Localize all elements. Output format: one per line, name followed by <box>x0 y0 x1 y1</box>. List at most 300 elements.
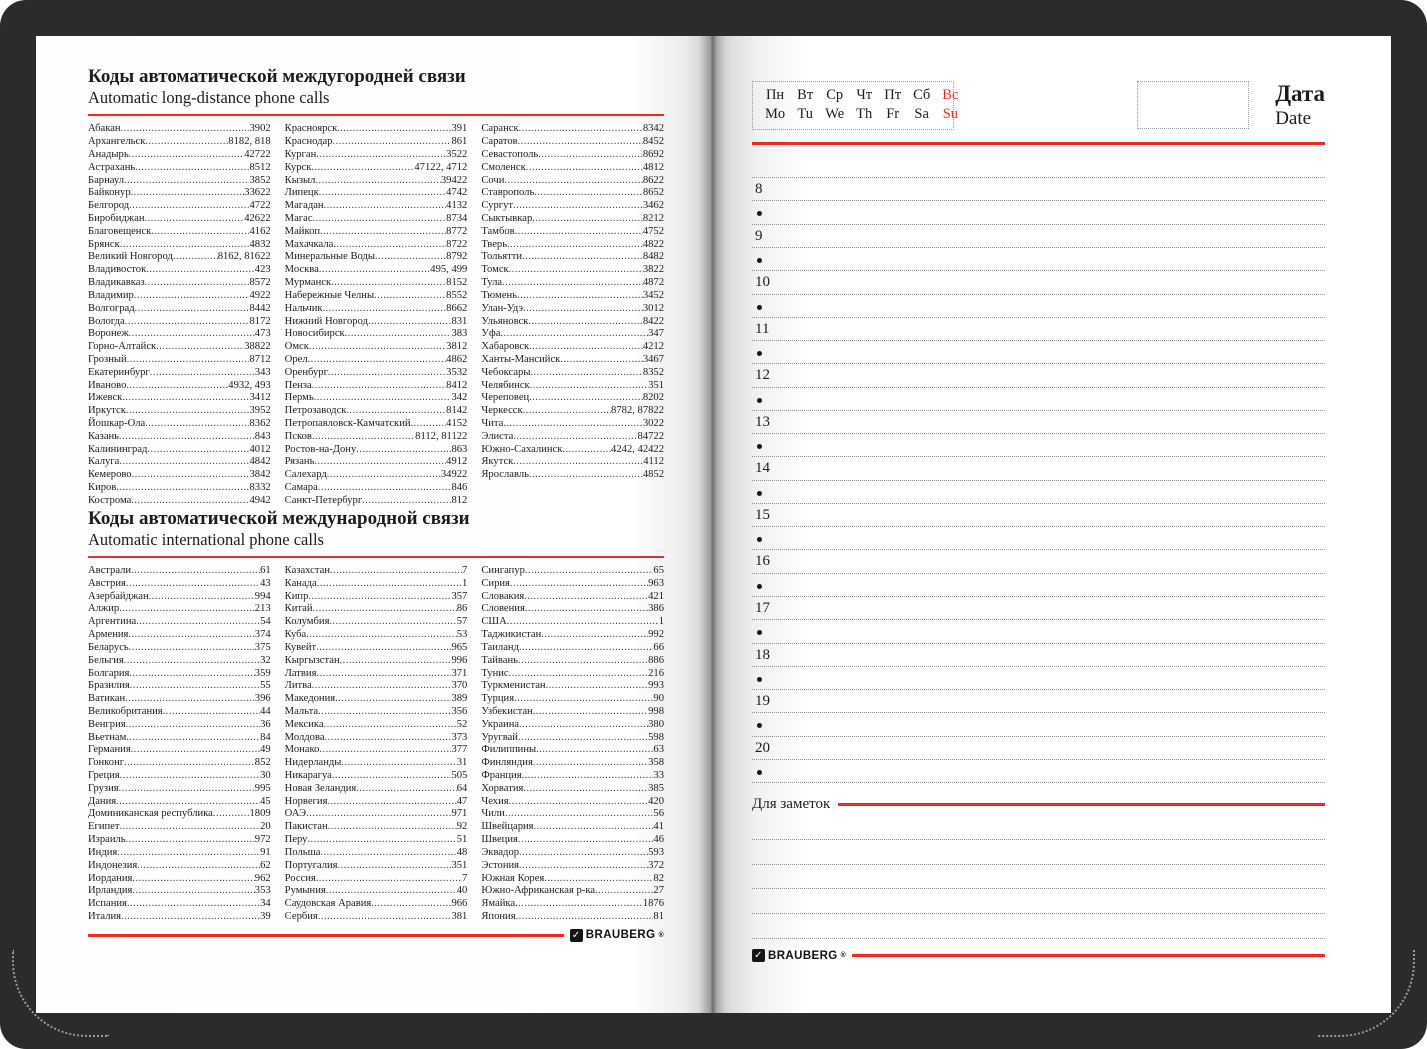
phone-code: 3412 <box>249 392 271 404</box>
phone-code: 8422 <box>642 315 665 327</box>
dot-leader <box>314 392 452 405</box>
place-name: ОАЭ <box>284 808 307 820</box>
phone-code-entry <box>285 655 468 668</box>
phone-code-entry <box>285 796 468 809</box>
phone-code: 963 <box>648 577 665 589</box>
phone-code-entry <box>481 200 664 213</box>
bullet-dot <box>757 630 762 635</box>
phone-code: 48 <box>456 846 468 858</box>
dot-leader <box>533 706 648 719</box>
phone-code: 356 <box>451 705 468 717</box>
dot-leader <box>327 796 456 809</box>
dot-leader <box>119 603 255 616</box>
notes-rule <box>838 803 1325 806</box>
place-name: Петрозаводск <box>284 405 347 417</box>
place-name: Кострома <box>88 494 132 506</box>
phone-code: 3452 <box>642 289 665 301</box>
half-hour-row <box>752 341 1325 364</box>
dot-leader <box>119 456 249 469</box>
phone-code-entry <box>88 565 271 578</box>
phone-code-entry <box>88 783 271 796</box>
phone-code: 4922 <box>249 289 271 301</box>
dot-leader <box>124 757 255 770</box>
registered-mark: ® <box>840 952 847 960</box>
hour-row <box>752 318 1325 341</box>
dot-leader <box>503 418 642 431</box>
phone-code-entry <box>481 367 664 380</box>
phone-code: 3812 <box>446 341 468 353</box>
phone-code: 82 <box>653 872 665 884</box>
phone-code: 8212 <box>642 213 665 224</box>
phone-code-entry <box>285 757 468 770</box>
phone-code: 4752 <box>642 225 665 237</box>
phone-code: 812 <box>451 494 468 506</box>
place-name: Австрия <box>88 577 126 589</box>
phone-code: 47 <box>456 795 468 807</box>
place-name: Сыктывкар <box>481 213 533 224</box>
phone-code: 8202 <box>642 392 665 404</box>
international-codes-list <box>88 565 664 924</box>
phone-code: 8482 <box>642 251 665 263</box>
phone-code: 56 <box>653 808 665 820</box>
place-name: Гонконг <box>88 757 125 769</box>
dot-leader <box>128 629 254 642</box>
dot-leader <box>515 898 643 911</box>
dot-leader <box>146 264 255 277</box>
dot-leader <box>131 565 260 578</box>
place-name: Мальта <box>284 705 319 717</box>
place-name: Нижний Новгород <box>284 315 368 327</box>
phone-code: 8712 <box>249 353 271 365</box>
place-name: Москва <box>284 264 319 276</box>
place-name: Благовещенск <box>88 225 152 237</box>
phone-code-entry <box>285 873 468 886</box>
phone-code-entry <box>481 239 664 252</box>
dot-leader <box>126 405 250 418</box>
phone-code-entry <box>481 693 664 706</box>
place-name: Чита <box>481 418 504 429</box>
weekday-ru-5: Пт <box>884 87 902 103</box>
phone-code-entry <box>285 834 468 847</box>
notes-line <box>752 815 1325 840</box>
phone-code-entry <box>481 136 664 149</box>
phone-code: 20 <box>260 821 271 833</box>
place-name: Южно-Сахалинск <box>481 443 563 455</box>
dot-leader <box>126 578 260 591</box>
hour-label: 15 <box>755 506 770 523</box>
phone-code: 216 <box>648 667 665 679</box>
phone-code-entry <box>88 405 271 418</box>
phone-code-entry <box>88 757 271 770</box>
weekday-ru-4: Чт <box>856 87 873 103</box>
phone-code-entry <box>481 418 664 431</box>
phone-code-entry <box>481 885 664 898</box>
dot-leader <box>560 354 643 367</box>
phone-code-entry <box>88 354 271 367</box>
phone-code: 33 <box>653 770 665 781</box>
day-date-header <box>752 81 1325 130</box>
place-name: Набережные Челны <box>284 289 375 301</box>
phone-code-entry <box>481 328 664 341</box>
phone-code: 495, 499 <box>430 264 468 276</box>
phone-code: 42722 <box>244 148 271 160</box>
half-hour-row <box>752 295 1325 318</box>
dot-leader <box>318 482 452 495</box>
place-name: Анадырь <box>88 148 129 160</box>
dot-leader <box>519 123 643 136</box>
phone-code-entry <box>481 187 664 200</box>
place-name: Куба <box>284 629 307 641</box>
phone-code: 386 <box>648 603 665 615</box>
phone-code: 8412 <box>446 379 468 391</box>
phone-code: 8152 <box>446 277 468 289</box>
phone-code-entry <box>88 770 271 783</box>
phone-code: 371 <box>451 667 468 679</box>
place-name: Финляндия <box>481 757 533 769</box>
dot-leader <box>316 642 451 655</box>
phone-code-entry <box>88 834 271 847</box>
phone-code: 8162, 81622 <box>217 251 271 263</box>
place-name: Польша <box>284 846 321 858</box>
bullet-dot <box>757 398 762 403</box>
phone-code: 4162 <box>249 225 271 237</box>
phone-code: 8512 <box>249 161 271 173</box>
phone-code: 473 <box>254 328 271 340</box>
phone-code-entry <box>481 162 664 175</box>
phone-code-entry <box>285 341 468 354</box>
place-name: Чили <box>481 808 505 820</box>
phone-code-entry <box>481 808 664 821</box>
phone-code: 3532 <box>446 366 468 378</box>
place-name: Томск <box>481 264 509 276</box>
notes-line <box>752 840 1325 865</box>
place-name: Грозный <box>88 353 127 365</box>
place-name: Великобритания <box>88 705 163 717</box>
dot-leader <box>328 821 457 834</box>
half-hour-row <box>752 481 1325 504</box>
phone-code-entry <box>481 578 664 591</box>
phone-code-entry <box>285 149 468 162</box>
phone-code-entry <box>88 136 271 149</box>
place-name: Словакия <box>481 590 525 602</box>
place-name: Словения <box>481 603 525 615</box>
phone-code-entry <box>481 821 664 834</box>
phone-code: 375 <box>254 641 271 653</box>
place-name: Кызыл <box>284 174 316 186</box>
phone-code-entry <box>481 847 664 860</box>
phone-code-entry <box>285 277 468 290</box>
hour-row <box>752 411 1325 434</box>
phone-code-entry <box>285 405 468 418</box>
place-name: Германия <box>88 744 131 756</box>
notes-lines <box>752 815 1325 939</box>
phone-code-entry <box>285 469 468 482</box>
phone-code-entry <box>285 239 468 252</box>
place-name: Китай <box>284 603 313 615</box>
phone-code-entry <box>481 911 664 924</box>
phone-code: 598 <box>648 731 665 743</box>
weekday-en-3: We <box>825 106 845 122</box>
phone-code: 34922 <box>440 469 468 481</box>
place-name: Петропавловск-Камчатский <box>284 418 411 429</box>
place-name: Филиппины <box>481 744 537 756</box>
phone-code: 90 <box>653 693 665 705</box>
phone-code: 972 <box>254 834 271 846</box>
place-name: Чебоксары <box>481 366 531 378</box>
phone-code-entry <box>481 175 664 188</box>
phone-code-entry <box>285 860 468 873</box>
phone-code: 4932, 493 <box>228 379 271 391</box>
phone-code: 4942 <box>249 494 271 506</box>
phone-code: 863 <box>451 443 468 455</box>
place-name: Израиль <box>88 834 126 846</box>
phone-code-entry <box>285 770 468 783</box>
dot-leader <box>323 303 447 316</box>
dot-leader <box>173 251 218 264</box>
phone-code-entry <box>285 495 468 508</box>
place-name: Перу <box>284 834 308 846</box>
dot-leader <box>119 431 255 444</box>
dot-leader <box>525 603 648 616</box>
phone-code: 8142 <box>446 405 468 417</box>
date-label-ru: Дата <box>1275 81 1325 106</box>
dot-leader <box>327 469 441 482</box>
phone-code: 861 <box>451 136 468 148</box>
phone-code-entry <box>88 668 271 681</box>
phone-code-entry <box>481 706 664 719</box>
phone-code: 8362 <box>249 418 271 429</box>
phone-code-entry <box>88 200 271 213</box>
date-labels <box>1275 81 1325 130</box>
dot-leader <box>131 744 260 757</box>
dot-leader <box>513 431 637 444</box>
dot-leader <box>538 149 643 162</box>
place-name: Греция <box>88 770 120 781</box>
place-name: Хабаровск <box>481 341 530 353</box>
dot-leader <box>129 328 255 341</box>
dot-leader <box>127 354 250 367</box>
phone-code-entry <box>481 316 664 329</box>
phone-code: 4242, 42422 <box>611 443 665 455</box>
place-name: Эстония <box>481 859 520 871</box>
dot-leader <box>518 655 648 668</box>
phone-code: 53 <box>456 629 468 641</box>
phone-code-entry <box>88 885 271 898</box>
phone-code-entry <box>285 187 468 200</box>
phone-code: 8332 <box>249 482 271 494</box>
place-name: Великий Новгород <box>88 251 173 263</box>
place-name: Киров <box>88 482 117 494</box>
phone-code: 36 <box>260 718 271 730</box>
dot-leader <box>320 847 456 860</box>
dot-leader <box>312 680 452 693</box>
place-name: Таджикистан <box>481 629 542 641</box>
phone-code: 385 <box>648 782 665 794</box>
dot-leader <box>129 642 255 655</box>
place-name: Ульяновск <box>481 315 529 327</box>
phone-code-entry <box>285 616 468 629</box>
place-name: Болгария <box>88 667 130 679</box>
dot-leader <box>163 706 260 719</box>
phone-code: 4152 <box>446 418 468 429</box>
place-name: Македония <box>284 693 336 705</box>
phone-code: 27 <box>653 885 665 897</box>
dot-leader <box>149 591 255 604</box>
place-name: Абакан <box>88 123 121 135</box>
hour-row <box>752 178 1325 201</box>
phone-code: 30 <box>260 770 271 781</box>
dot-leader <box>411 418 447 431</box>
phone-code-entry <box>481 341 664 354</box>
dot-leader <box>356 444 451 457</box>
place-name: Кувейт <box>284 641 317 653</box>
dot-leader <box>329 616 456 629</box>
phone-code-entry <box>285 719 468 732</box>
phone-code-entry <box>285 316 468 329</box>
brand-name: BRAUBERG <box>768 949 838 962</box>
phone-code: 4852 <box>642 469 665 481</box>
place-name: Саранск <box>481 123 519 135</box>
phone-code: 8572 <box>249 277 271 289</box>
phone-code-entry <box>88 303 271 316</box>
dot-leader <box>562 444 611 457</box>
place-name: Казахстан <box>284 565 331 576</box>
dot-leader <box>132 885 254 898</box>
place-name: Эквадор <box>481 846 520 858</box>
phone-code-entry <box>285 680 468 693</box>
phone-code: 886 <box>648 654 665 666</box>
phone-code-entry <box>481 680 664 693</box>
phone-code: 831 <box>451 315 468 327</box>
place-name: Сургут <box>481 200 514 212</box>
dot-leader <box>544 873 653 886</box>
phone-code-entry <box>285 821 468 834</box>
phone-code-entry <box>88 706 271 719</box>
bullet-dot <box>757 537 762 542</box>
place-name: Брянск <box>88 238 120 250</box>
phone-code: 852 <box>254 757 271 769</box>
phone-code-entry <box>88 873 271 886</box>
phone-code: 57 <box>456 616 468 628</box>
place-name: Псков <box>284 430 312 442</box>
phone-code-entry <box>481 226 664 239</box>
dot-leader <box>505 808 654 821</box>
place-name: Пермь <box>284 392 314 404</box>
phone-code: 423 <box>254 264 271 276</box>
phone-code-entry <box>88 328 271 341</box>
dot-leader <box>507 239 643 252</box>
dot-leader <box>333 136 452 149</box>
place-name: Магадан <box>284 200 324 212</box>
phone-code: 3952 <box>249 405 271 417</box>
dot-leader <box>122 392 249 405</box>
phone-code: 992 <box>648 629 665 641</box>
phone-code: 84 <box>260 731 271 743</box>
phone-code-entry <box>481 860 664 873</box>
dot-leader <box>125 693 255 706</box>
dot-leader <box>309 341 446 354</box>
dot-leader <box>522 251 643 264</box>
phone-code: 33622 <box>244 187 271 199</box>
phone-code-entry <box>481 629 664 642</box>
phone-code: 351 <box>648 379 665 391</box>
phone-code-entry <box>285 456 468 469</box>
phone-code-entry <box>285 578 468 591</box>
phone-code: 55 <box>260 680 271 692</box>
place-name: Южная Корея <box>481 872 545 884</box>
phone-code: 52 <box>456 718 468 730</box>
phone-code: 7 <box>462 565 468 576</box>
dot-leader <box>516 911 654 924</box>
place-name: Тунис <box>481 667 509 679</box>
place-name: Воронеж <box>88 328 129 340</box>
phone-code-entry <box>285 668 468 681</box>
phone-code-entry <box>481 290 664 303</box>
phone-code-entry <box>285 783 468 796</box>
phone-code: 8442 <box>249 302 271 314</box>
place-name: Череповец <box>481 392 530 404</box>
place-name: Йошкар-Ола <box>88 418 146 429</box>
phone-code-entry <box>88 367 271 380</box>
weekday-en-4: Th <box>856 106 873 122</box>
phone-code: 8112, 81122 <box>415 430 468 442</box>
place-name: Чехия <box>481 795 509 807</box>
phone-code: 383 <box>451 328 468 340</box>
dot-leader <box>135 162 249 175</box>
dot-leader <box>136 616 260 629</box>
dot-leader <box>533 757 648 770</box>
place-name: Калуга <box>88 456 120 468</box>
phone-code-entry <box>88 796 271 809</box>
phone-code: 993 <box>648 680 665 692</box>
dot-leader <box>346 405 446 418</box>
dot-leader <box>124 175 249 188</box>
phone-code-entry <box>481 405 664 418</box>
dot-leader <box>526 162 643 175</box>
brauberg-check-icon: ✓ <box>752 949 765 962</box>
bullet-dot <box>757 491 762 496</box>
brauberg-logo <box>752 949 846 962</box>
phone-code-entry <box>481 898 664 911</box>
dot-leader <box>510 578 648 591</box>
place-name: Тула <box>481 277 503 289</box>
dot-leader <box>319 187 446 200</box>
dot-leader <box>534 187 643 200</box>
place-name: Ямайка <box>481 898 516 910</box>
place-name: Египет <box>88 821 120 833</box>
phone-code: 4112 <box>643 456 665 468</box>
phone-code: 1 <box>462 577 468 589</box>
place-name: США <box>481 616 507 628</box>
place-name: Вологда <box>88 315 125 327</box>
dot-leader <box>523 303 643 316</box>
hour-row <box>752 597 1325 620</box>
phone-code: 62 <box>260 859 271 871</box>
weekday-ru-7: Вс <box>942 87 959 103</box>
place-name: Элиста <box>481 430 514 442</box>
dot-leader <box>356 783 456 796</box>
hour-row <box>752 737 1325 760</box>
phone-code-entry <box>88 264 271 277</box>
phone-code-entry <box>88 418 271 431</box>
phone-code-entry <box>88 380 271 393</box>
dot-leader <box>308 354 447 367</box>
phone-code-entry <box>88 444 271 457</box>
dot-leader <box>131 495 249 508</box>
phone-code-entry <box>88 732 271 745</box>
phone-code-entry <box>481 431 664 444</box>
notes-label: Для заметок <box>752 796 831 813</box>
